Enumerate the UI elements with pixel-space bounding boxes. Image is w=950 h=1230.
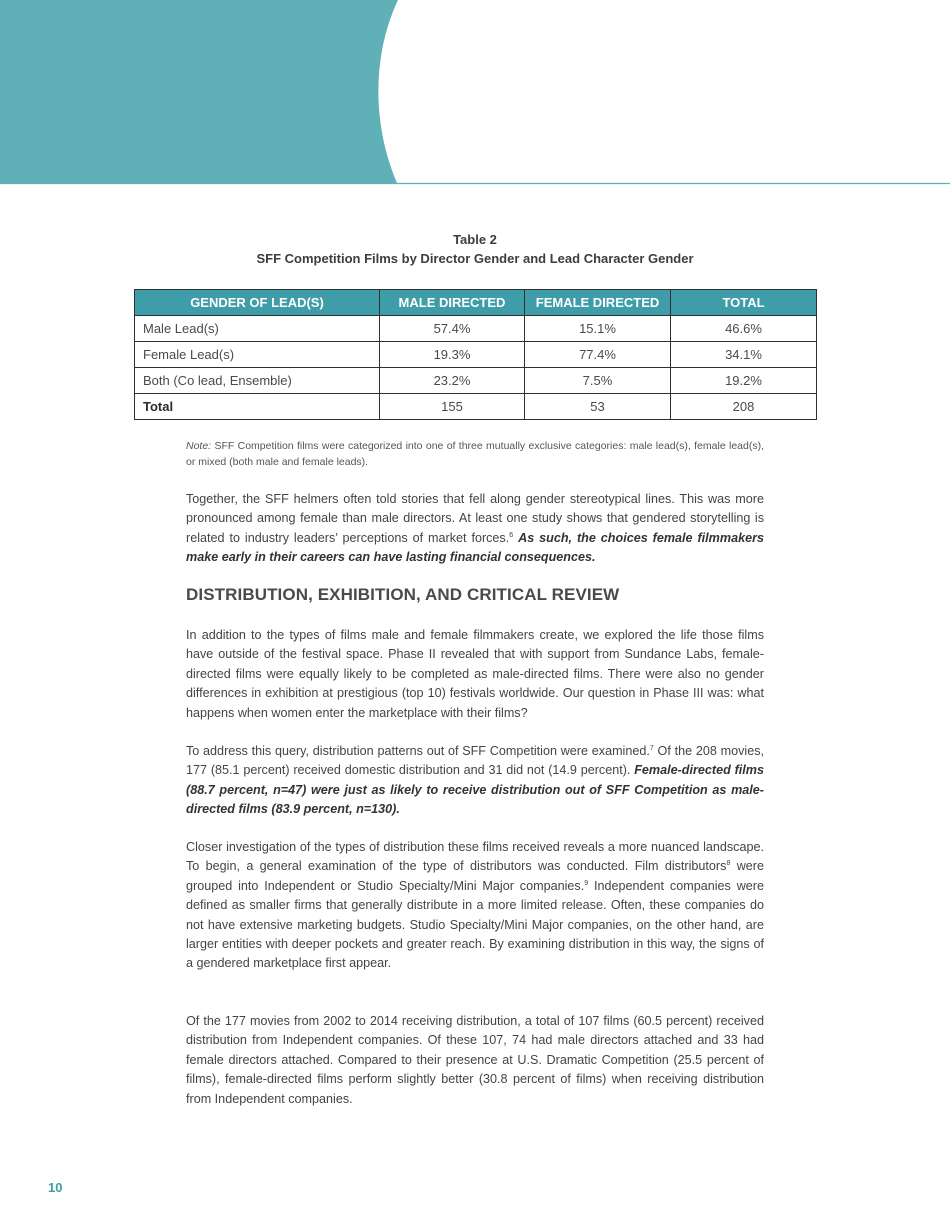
table-cell: 15.1% bbox=[525, 316, 671, 342]
row-label: Female Lead(s) bbox=[135, 342, 380, 368]
table-cell: 7.5% bbox=[525, 368, 671, 394]
body-paragraph: Of the 177 movies from 2002 to 2014 receiving distribution, a total of 107 films (60.5 percent) received distribution from Independent companies. Of these 107, 74 had male directors attached and 33 had female directors attached. Compared to their presence at U.S. Dramatic Competition (25.5 percent of films), female-directed films perform slightly better (30.8 percent of films) when receiving distribution from Independent companies. bbox=[186, 1014, 764, 1106]
paragraph-text: To address this query, distribution patterns out of SFF Competition were examined. bbox=[186, 744, 650, 758]
body-paragraph bbox=[186, 838, 764, 974]
paragraph-text: were grouped into Independent or Studio Specialty/Mini Major companies. bbox=[186, 859, 764, 893]
footnote-ref: 9 bbox=[584, 879, 589, 887]
table-cell: 23.2% bbox=[380, 368, 525, 394]
table-cell: 34.1% bbox=[671, 342, 817, 368]
body-paragraph: In addition to the types of films male and female filmmakers create, we explored the life those films have outside of the festival space. Phase II revealed that with support from Sundance Labs, female-directed films were equally likely to be completed as male-directed films. There were also no gender differences in exhibition at prestigious (top 10) festivals worldwide. Our question in Phase III was: what happens when women enter the marketplace with their films? bbox=[186, 628, 764, 720]
row-label: Both (Co lead, Ensemble) bbox=[135, 368, 380, 394]
table-header-row bbox=[135, 290, 817, 316]
body-paragraph bbox=[186, 490, 764, 568]
row-label: Male Lead(s) bbox=[135, 316, 380, 342]
table-row bbox=[135, 368, 817, 394]
table-note bbox=[186, 439, 764, 470]
table-cell: 155 bbox=[380, 394, 525, 420]
table-cell: 77.4% bbox=[525, 342, 671, 368]
table-row bbox=[135, 342, 817, 368]
table-cell: 19.3% bbox=[380, 342, 525, 368]
row-label: Total bbox=[135, 394, 380, 420]
footnote-ref: 8 bbox=[726, 860, 731, 868]
column-header: GENDER OF LEAD(S) bbox=[135, 290, 380, 316]
header-banner bbox=[0, 0, 950, 186]
table-cell: 19.2% bbox=[671, 368, 817, 394]
table-total-row bbox=[135, 394, 817, 420]
paragraph-text: Together, the SFF helmers often told stories that fell along gender stereotypical lines. This was more pronounced among female than male directors. At least one study shows that gendered storytelling is related to industry leaders’ perceptions of market forces. bbox=[186, 492, 764, 545]
body-paragraph bbox=[186, 742, 764, 820]
footnote-ref: 6 bbox=[509, 531, 514, 539]
note-label: Note: bbox=[186, 440, 212, 452]
paragraph-text: Of the 208 movies, 177 (85.1 percent) received domestic distribution and 31 did not (14.9 percent). bbox=[186, 744, 765, 778]
emphasis-text: As such, the choices female filmmakers make early in their careers can have lasting financial consequences. bbox=[186, 530, 764, 565]
note-text: SFF Competition films were categorized into one of three mutually exclusive categories: male lead(s), female lead(s), or mixed (both male and female leads). bbox=[186, 440, 764, 468]
table-caption-number: Table 2 bbox=[453, 232, 497, 247]
table-cell: 208 bbox=[671, 394, 817, 420]
table-cell: 46.6% bbox=[671, 316, 817, 342]
column-header: FEMALE DIRECTED bbox=[525, 290, 671, 316]
page-number: 10 bbox=[48, 1180, 63, 1195]
data-table bbox=[134, 289, 817, 420]
table-cell: 53 bbox=[525, 394, 671, 420]
column-header: TOTAL bbox=[671, 290, 817, 316]
table-caption-title: SFF Competition Films by Director Gender and Lead Character Gender bbox=[256, 251, 694, 266]
section-heading: DISTRIBUTION, EXHIBITION, AND CRITICAL REVIEW bbox=[186, 585, 620, 604]
table-row bbox=[135, 316, 817, 342]
paragraph-text: Closer investigation of the types of distribution these films received reveals a more nuanced landscape. To begin, a general examination of the type of distributors was conducted. Film distributors bbox=[186, 840, 764, 874]
column-header: MALE DIRECTED bbox=[380, 290, 525, 316]
table-cell: 57.4% bbox=[380, 316, 525, 342]
footnote-ref: 7 bbox=[649, 744, 654, 752]
emphasis-text: Female-directed films (88.7 percent, n=47) were just as likely to receive distribution out of SFF Competition as male-directed films (83.9 percent, n=130). bbox=[186, 763, 764, 817]
paragraph-text: Independent companies were defined as smaller firms that generally distribute in a more limited release. Often, these companies do not have extensive marketing budgets. Studio Specialty/Mini Major companies, on the other hand, are larger entities with deeper pockets and greater reach. By examining distribution in this way, the signs of a gendered marketplace first appear. bbox=[186, 878, 764, 971]
